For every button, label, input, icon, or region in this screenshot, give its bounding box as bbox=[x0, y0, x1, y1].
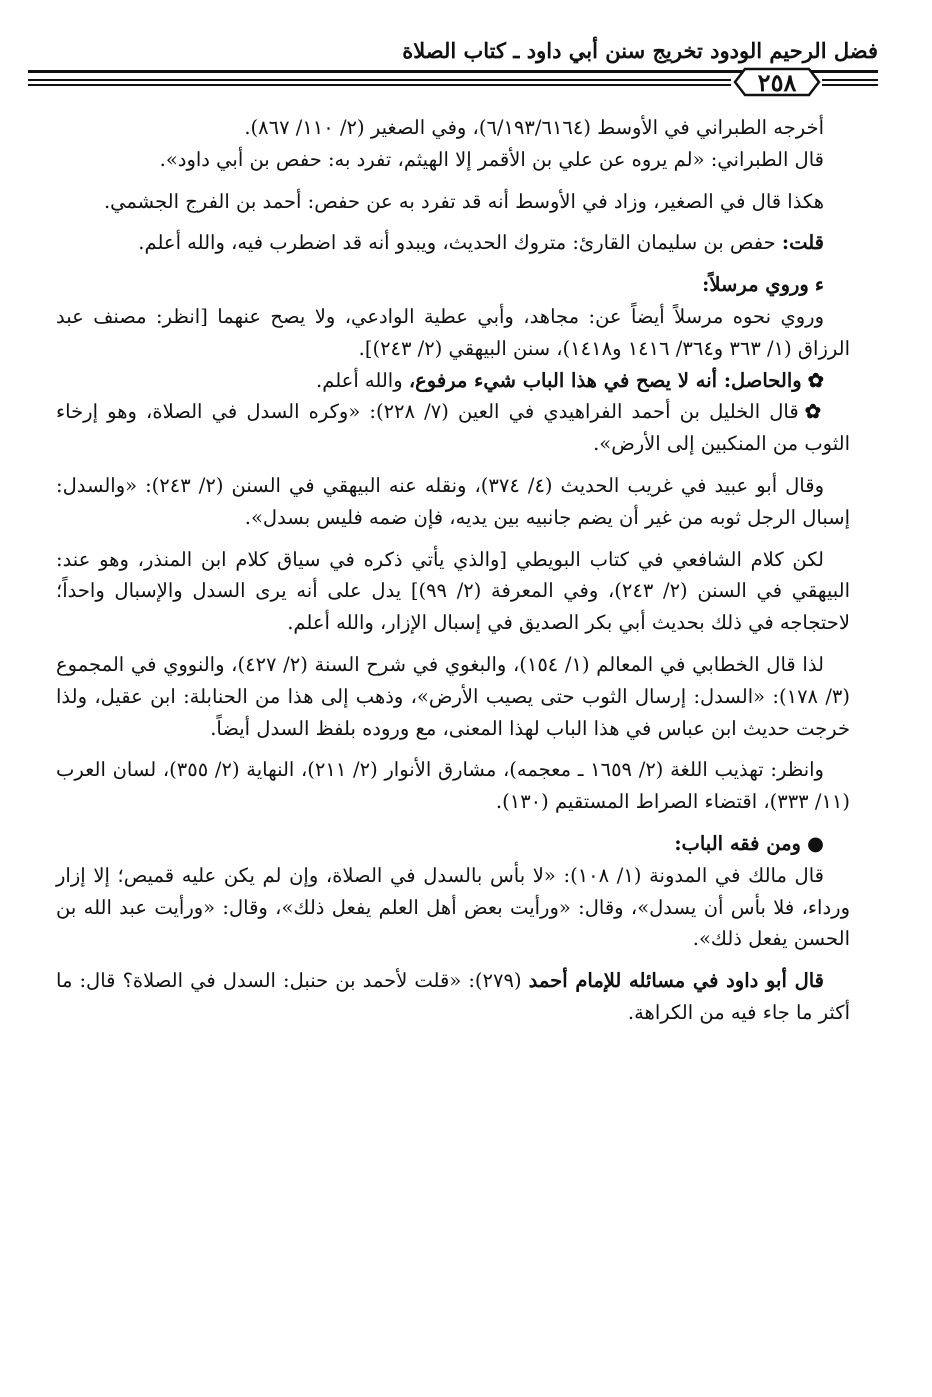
paragraph-text: قال الخليل بن أحمد الفراهيدي في العين (٧/ ٢٢٨): «وكره السدل في الصلاة، وهو إرخاء الثوب من المنكبين إلى الأرض». bbox=[56, 400, 850, 456]
bullet-icon: ● bbox=[806, 831, 824, 855]
paragraph: وقال أبو عبيد في غريب الحديث (٤/ ٣٧٤)، ونقله عنه البيهقي في السنن (٢/ ٢٤٣): «والسدل: إسبال الرجل ثوبه من غير أن يضم جانبيه بين يديه، فإن ضمه فليس بسدل». bbox=[56, 473, 850, 529]
paragraph bbox=[56, 965, 850, 1029]
paragraph-text: (٢٧٩): «قلت لأحمد بن حنبل: السدل في الصلاة؟ قال: ما أكثر ما جاء فيه من الكراهة. bbox=[56, 969, 850, 1024]
paragraph-label: قلت: bbox=[781, 231, 824, 255]
page-body bbox=[56, 112, 850, 1029]
page-number-rule-right bbox=[822, 79, 878, 86]
heading-text: ومن فقه الباب: bbox=[674, 831, 801, 855]
paragraph: وروي نحوه مرسلاً أيضاً عن: مجاهد، وأبي عطية الوادعي، ولا يصح عنهما [انظر: مصنف عبد الرزاق (١/ ٣٦٣ و٣٦٤/ ١٤١٦ و١٤١٨)، سنن البيهقي (٢/ ٢٤٣)]. bbox=[56, 304, 850, 360]
section-heading bbox=[56, 269, 850, 301]
paragraph-text: والله أعلم. bbox=[316, 368, 403, 392]
paragraph-label: قال أبو داود في مسائله للإمام أحمد bbox=[528, 969, 825, 993]
paragraph: هكذا قال في الصغير، وزاد في الأوسط أنه قد تفرد به عن حفص: أحمد بن الفرج الجشمي. bbox=[103, 189, 824, 213]
paragraph-label: والحاصل: أنه لا يصح في هذا الباب شيء مرفوع، bbox=[408, 368, 802, 392]
running-header: فضل الرحيم الودود تخريج سنن أبي داود ـ كتاب الصلاة bbox=[402, 38, 878, 63]
heading-text: وروي مرسلاً: bbox=[702, 273, 809, 297]
paragraph bbox=[56, 227, 850, 259]
flower-marker-icon: ✿ bbox=[804, 400, 824, 424]
paragraph: أخرجه الطبراني في الأوسط (٦/١٩٣/٦١٦٤)، وفي الصغير (٢/ ١١٠/ ٨٦٧). bbox=[244, 116, 824, 139]
paragraph: قال الطبراني: «لم يروه عن علي بن الأقمر إلا الهيثم، تفرد به: حفص بن أبي داود». bbox=[159, 147, 824, 171]
page-number-rule-left bbox=[28, 79, 731, 86]
paragraph bbox=[56, 396, 850, 460]
heading-marker-icon: ء bbox=[814, 273, 824, 297]
paragraph: لذا قال الخطابي في المعالم (١/ ١٥٤)، والبغوي في شرح السنة (٢/ ٤٢٧)، والنووي في المجموع (٣/ ١٧٨): «السدل: إرسال الثوب حتى يصيب الأرض»، وذهب إلى هذا من الحنابلة: ابن عقيل، ولذا خرجت حديث ابن عباس في هذا الباب لهذا المعنى، مع وروده بلفظ السدل أيضاً. bbox=[56, 652, 850, 740]
paragraph: لكن كلام الشافعي في كتاب البويطي [والذي يأتي ذكره في سياق كلام ابن المنذر، وهو عند: البيهقي في السنن (٢/ ٢٤٣)، وفي المعرفة (٢/ ٩٩)] يدل على أنه يرى السدل والإسبال واحداً؛ لاحتجاجه في ذلك بحديث أبي بكر الصديق في إسبال الإزار، والله أعلم. bbox=[56, 547, 850, 635]
page-number: ٢٥٨ bbox=[757, 67, 797, 97]
paragraph: وانظر: تهذيب اللغة (٢/ ١٦٥٩ ـ معجمه)، مشارق الأنوار (٢/ ٢١١)، النهاية (٢/ ٣٥٥)، لسان العرب (١١/ ٣٣٣)، اقتضاء الصراط المستقيم (١٣٠). bbox=[56, 758, 850, 814]
paragraph bbox=[56, 365, 850, 397]
paragraph: قال مالك في المدونة (١/ ١٠٨): «لا بأس بالسدل في الصلاة، وإن لم يكن عليه قميص؛ إلا إزار ورداء، فلا بأس أن يسدل»، وقال: «ورأيت بعض أهل العلم يفعل ذلك»، وقال: «ورأيت عبد الله بن الحسن يفعل ذلك». bbox=[56, 863, 850, 951]
section-heading bbox=[56, 828, 850, 860]
paragraph-text: حفص بن سليمان القارئ: متروك الحديث، ويبدو أنه قد اضطرب فيه، والله أعلم. bbox=[138, 231, 776, 255]
page-number-badge bbox=[733, 66, 821, 98]
flower-marker-icon: ✿ bbox=[807, 368, 824, 392]
